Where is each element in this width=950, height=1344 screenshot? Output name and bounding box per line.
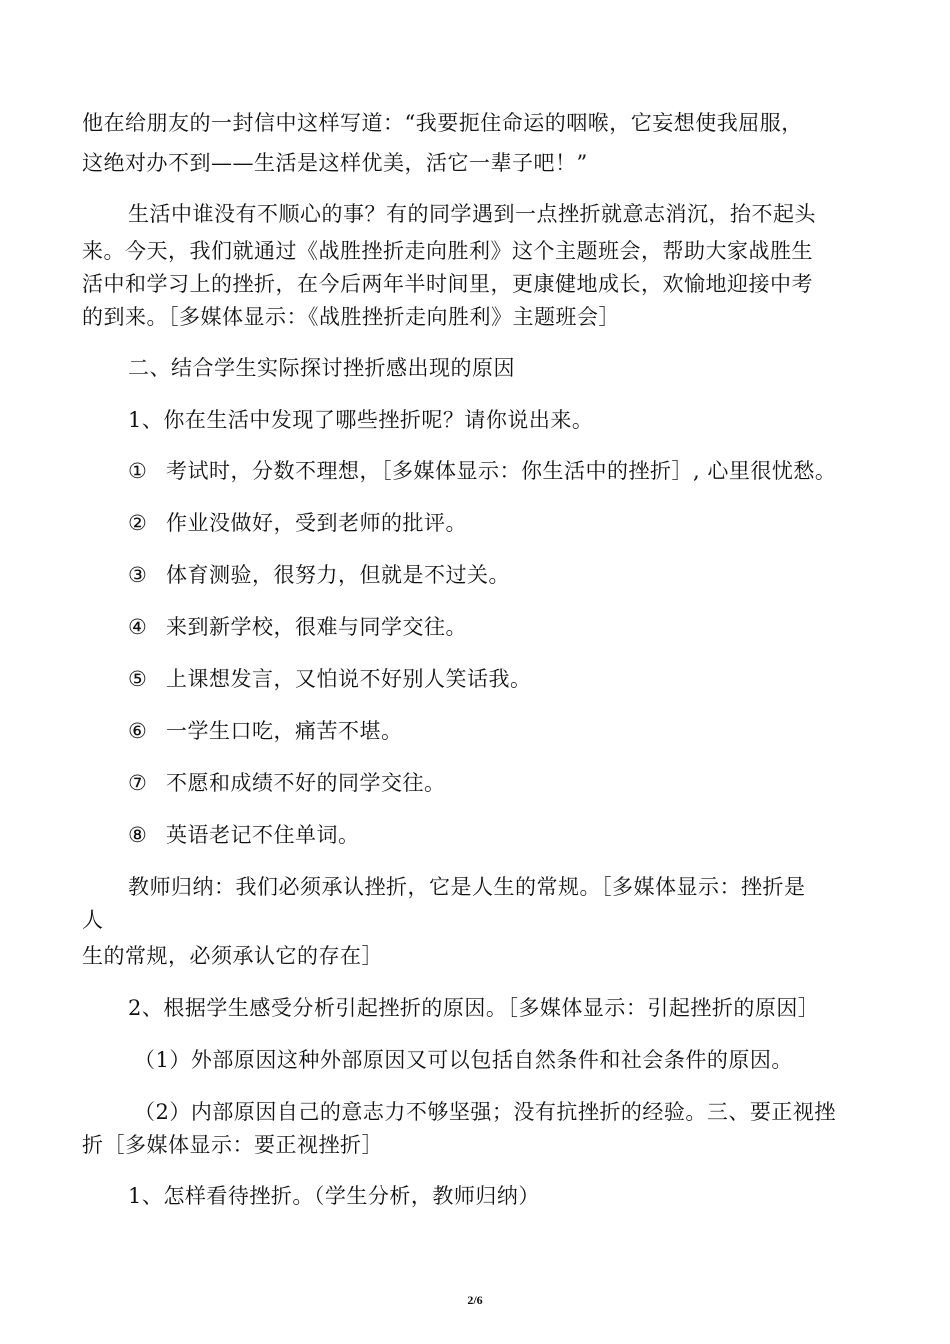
list-item: 体育测验，很努力，但就是不过关。 (166, 563, 510, 587)
list-item: 不愿和成绩不好的同学交往。 (166, 771, 446, 795)
paragraph-intro-line-2: 来。今天，我们就通过《战胜挫折走向胜利》这个主题班会，帮助大家战胜生 (82, 239, 813, 263)
list-item: 来到新学校，很难与同学交往。 (166, 615, 467, 639)
list-item-number: ④ (128, 615, 147, 639)
cause-internal-line-2: 折［多媒体显示：要正视挫折］ (82, 1133, 383, 1157)
paragraph-quote-line-1: 他在给朋友的一封信中这样写道：“我要扼住命运的咽喉，它妄想使我屈服， (82, 111, 803, 135)
list-item-number: ⑧ (128, 823, 147, 847)
list-item: 一学生口吃，痛苦不堪。 (166, 719, 403, 743)
teacher-summary-line-2: 人 (82, 908, 104, 932)
list-item-number: ⑦ (128, 771, 147, 795)
paragraph-intro-line-1: 生活中谁没有不顺心的事？有的同学遇到一点挫折就意志消沉，抬不起头 (128, 202, 816, 226)
list-item: 上课想发言，又怕说不好别人笑话我。 (166, 667, 532, 691)
list-item-number: ③ (128, 563, 147, 587)
paragraph-intro-line-3: 活中和学习上的挫折，在今后两年半时间里，更康健地成长，欢愉地迎接中考 (82, 272, 813, 296)
paragraph-quote-line-2: 这绝对办不到——生活是这样优美，活它一辈子吧！” (82, 151, 588, 175)
list-item: 考试时，分数不理想，［多媒体显示：你生活中的挫折］, 心里很忧愁。 (166, 459, 837, 483)
section-heading-2: 二、结合学生实际探讨挫折感出现的原因 (128, 356, 515, 380)
list-item-number: ① (128, 459, 147, 483)
cause-external: （1）外部原因这种外部原因又可以包括自然条件和社会条件的原因。 (134, 1048, 793, 1072)
teacher-summary-line-3: 生的常规，必须承认它的存在］ (82, 944, 383, 968)
list-item-number: ⑤ (128, 667, 147, 691)
list-item: 英语老记不住单词。 (166, 823, 360, 847)
question-2: 2、根据学生感受分析引起挫折的原因。［多媒体显示：引起挫折的原因］ (128, 996, 820, 1020)
paragraph-intro-line-4: 的到来。［多媒体显示：《战胜挫折走向胜利》主题班会］ (82, 305, 620, 329)
question-3: 1、怎样看待挫折。（学生分析，教师归纳） (128, 1184, 540, 1208)
teacher-summary-line-1: 教师归纳：我们必须承认挫折，它是人生的常规。［多媒体显示：挫折是 (128, 875, 806, 899)
list-item: 作业没做好，受到老师的批评。 (166, 511, 467, 535)
page-number: 2/6 (467, 1293, 483, 1307)
cause-internal-line-1: （2）内部原因自己的意志力不够坚强；没有抗挫折的经验。三、要正视挫 (134, 1100, 836, 1124)
question-1: 1、你在生活中发现了哪些挫折呢？请你说出来。 (128, 408, 594, 432)
list-item-number: ⑥ (128, 719, 147, 743)
list-item-number: ② (128, 511, 147, 535)
